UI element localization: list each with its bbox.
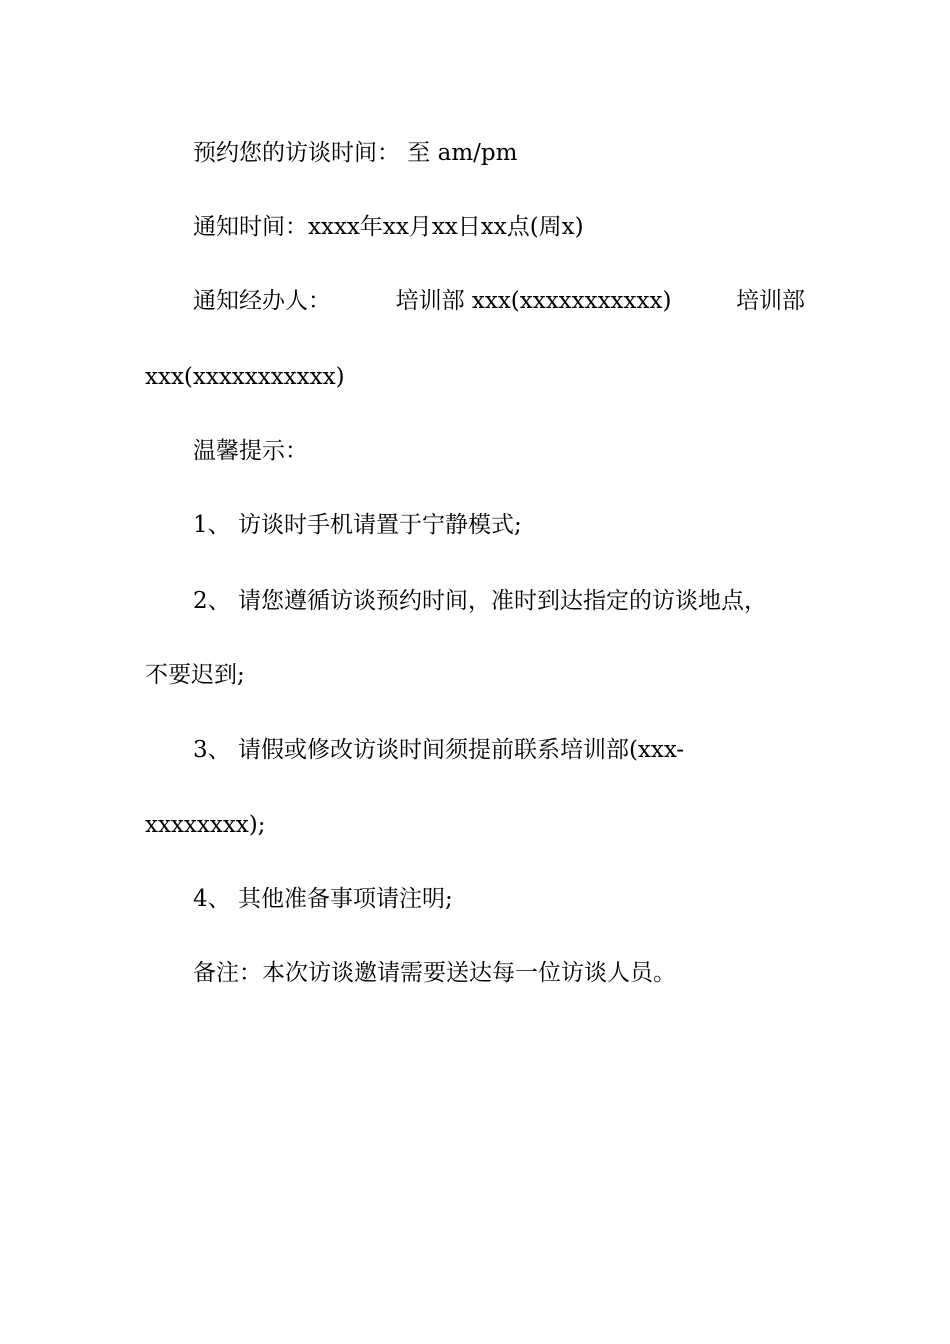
tip-3-continued: xxxxxxxx); xyxy=(145,812,266,838)
tips-heading: 温馨提示： xyxy=(193,438,308,464)
notice-time-line: 通知时间：xxxx年xx月xx日xx点(周x) xyxy=(193,214,584,240)
contact-line-continued: xxx(xxxxxxxxxxx) xyxy=(145,364,345,390)
contact-first: 培训部 xxx(xxxxxxxxxxx) xyxy=(395,288,672,314)
remark-line: 备注：本次访谈邀请需要送达每一位访谈人员。 xyxy=(193,960,676,986)
tip-4: 4、 其他准备事项请注明; xyxy=(193,886,453,912)
tip-3: 3、 请假或修改访谈时间须提前联系培训部(xxx- xyxy=(193,737,685,763)
contact-label: 通知经办人： xyxy=(193,288,331,314)
tip-2: 2、 请您遵循访谈预约时间，准时到达指定的访谈地点， xyxy=(193,588,767,614)
tip-1: 1、 访谈时手机请置于宁静模式; xyxy=(193,512,522,538)
contact-second-dept: 培训部 xyxy=(735,288,805,314)
appointment-time-line: 预约您的访谈时间： 至 am/pm xyxy=(193,140,518,166)
contact-line xyxy=(193,286,805,316)
tip-2-continued: 不要迟到; xyxy=(145,662,245,688)
